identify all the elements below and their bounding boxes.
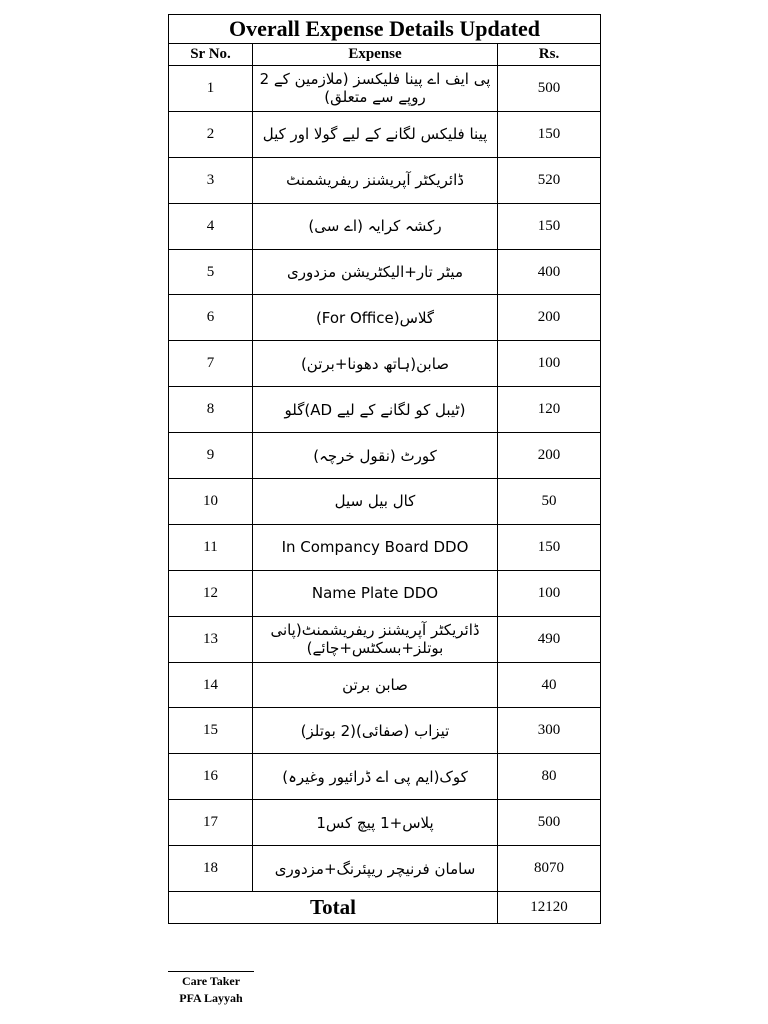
sr-no-cell: 10 [169, 479, 253, 525]
sr-no-cell: 18 [169, 846, 253, 892]
amount-cell: 490 [498, 616, 601, 662]
table-row [169, 249, 601, 295]
table-row [169, 662, 601, 708]
sr-no-cell: 15 [169, 708, 253, 754]
expense-cell: سامان فرنیچر ریپئرنگ+مزدوری [253, 846, 498, 892]
sr-no-cell: 7 [169, 341, 253, 387]
sr-no-cell: 13 [169, 616, 253, 662]
expense-cell: پلاس+1 پیچ کس1 [253, 800, 498, 846]
expense-rows [169, 66, 601, 892]
expense-cell: میٹر تار+الیکٹریشن مزدوری [253, 249, 498, 295]
amount-cell: 200 [498, 295, 601, 341]
table-row [169, 524, 601, 570]
sr-no-cell: 1 [169, 66, 253, 112]
sr-no-cell: 11 [169, 524, 253, 570]
sr-no-cell: 5 [169, 249, 253, 295]
table-row [169, 157, 601, 203]
amount-cell: 100 [498, 341, 601, 387]
total-label: Total [169, 892, 498, 924]
sr-no-cell: 16 [169, 754, 253, 800]
amount-cell: 80 [498, 754, 601, 800]
table-row [169, 570, 601, 616]
amount-cell: 100 [498, 570, 601, 616]
expense-cell: تیزاب (صفائی)(2 بوتلز) [253, 708, 498, 754]
sr-no-cell: 4 [169, 203, 253, 249]
expense-cell: صابن(ہاتھ دھونا+برتن) [253, 341, 498, 387]
expense-cell: ڈائریکٹر آپریشنز ریفریشمنٹ(پانی بوتلز+بسکٹس+چائے) [253, 616, 498, 662]
expense-cell: کورٹ (نقول خرچہ) [253, 433, 498, 479]
table-row [169, 433, 601, 479]
table-title: Overall Expense Details Updated [169, 15, 601, 44]
total-row [169, 892, 601, 924]
amount-cell: 200 [498, 433, 601, 479]
expense-cell: (For Office)گلاس [253, 295, 498, 341]
signature-office: PFA Layyah [179, 991, 243, 1005]
expense-cell: In Compancy Board DDO [253, 524, 498, 570]
signature-block [168, 971, 254, 1007]
amount-cell: 400 [498, 249, 601, 295]
table-row [169, 111, 601, 157]
amount-cell: 120 [498, 387, 601, 433]
expense-cell: (ٹیبل کو لگانے کے لیے AD)گلو [253, 387, 498, 433]
table-row [169, 66, 601, 112]
total-value: 12120 [498, 892, 601, 924]
expense-cell: پی ایف اے پینا فلیکسز (ملازمین کے 2 روپے سے متعلق) [253, 66, 498, 112]
sr-no-header: Sr No. [169, 44, 253, 66]
amount-cell: 500 [498, 800, 601, 846]
sr-no-cell: 17 [169, 800, 253, 846]
table-row [169, 387, 601, 433]
amount-header: Rs. [498, 44, 601, 66]
amount-cell: 8070 [498, 846, 601, 892]
table-row [169, 708, 601, 754]
table-row [169, 341, 601, 387]
sr-no-cell: 6 [169, 295, 253, 341]
sr-no-cell: 3 [169, 157, 253, 203]
amount-cell: 50 [498, 479, 601, 525]
table-row [169, 846, 601, 892]
amount-cell: 500 [498, 66, 601, 112]
table-row [169, 754, 601, 800]
expense-cell: رکشہ کرایہ (اے سی) [253, 203, 498, 249]
expense-cell: صابن برتن [253, 662, 498, 708]
table-row [169, 295, 601, 341]
table-row [169, 479, 601, 525]
expense-cell: کوک(ایم پی اے ڈرائیور وغیرہ) [253, 754, 498, 800]
sr-no-cell: 8 [169, 387, 253, 433]
amount-cell: 150 [498, 203, 601, 249]
signature-title: Care Taker [181, 974, 241, 988]
sr-no-cell: 2 [169, 111, 253, 157]
amount-cell: 150 [498, 111, 601, 157]
expense-table [168, 14, 601, 924]
sr-no-cell: 9 [169, 433, 253, 479]
sr-no-cell: 12 [169, 570, 253, 616]
table-row [169, 203, 601, 249]
expense-cell: Name Plate DDO [253, 570, 498, 616]
amount-cell: 40 [498, 662, 601, 708]
table-row [169, 800, 601, 846]
sr-no-cell: 14 [169, 662, 253, 708]
expense-cell: ڈائریکٹر آپریشنز ریفریشمنٹ [253, 157, 498, 203]
expense-cell: کال بیل سیل [253, 479, 498, 525]
table-row [169, 616, 601, 662]
amount-cell: 150 [498, 524, 601, 570]
amount-cell: 520 [498, 157, 601, 203]
expense-header: Expense [253, 44, 498, 66]
amount-cell: 300 [498, 708, 601, 754]
expense-cell: پینا فلیکس لگانے کے لیے گولا اور کیل [253, 111, 498, 157]
